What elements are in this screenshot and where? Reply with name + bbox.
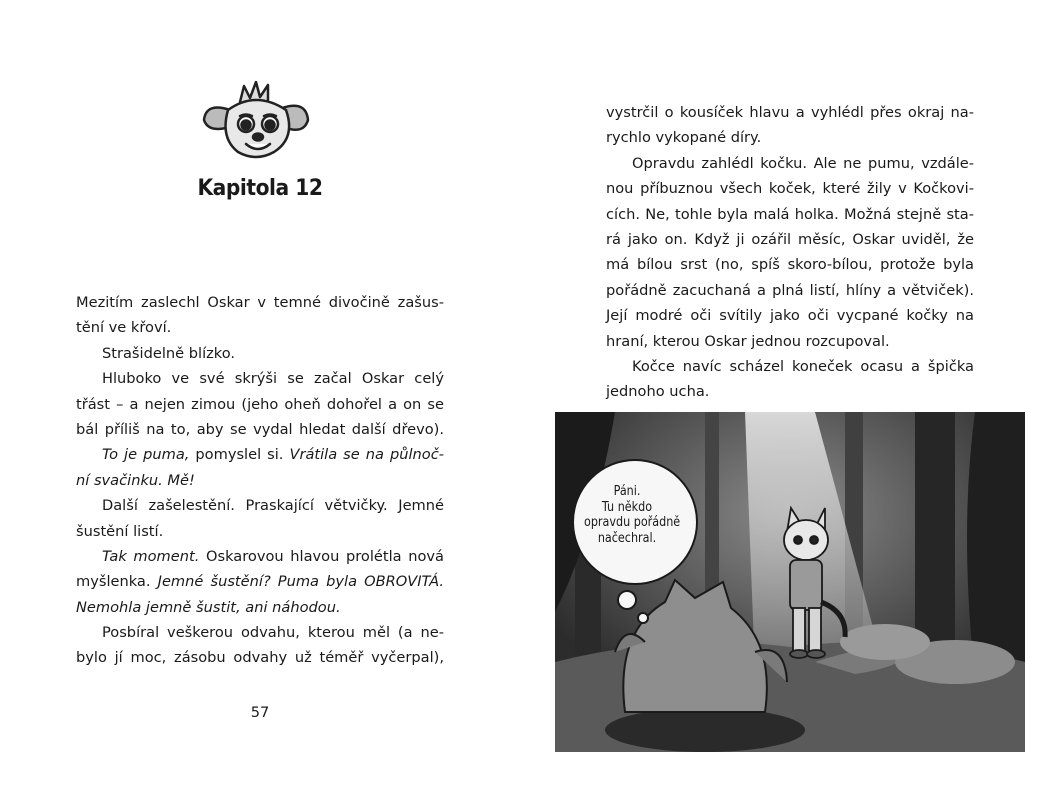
forest-cat-scene-icon xyxy=(555,412,1025,752)
text-line: třást – a nejen zimou (jeho oheň dohořel a on se xyxy=(76,395,444,413)
speech-bubble: Páni. Tu někdo opravdu pořádně načechral. xyxy=(584,484,681,546)
text-line: Hluboko ve své skrýši se začal Oskar celý xyxy=(102,370,444,388)
page-number: 57 xyxy=(250,704,270,721)
text-line: Další zašelestění. Praskající větvičky. Jemné xyxy=(102,497,444,515)
text-line: Kočce navíc scházel koneček ocasu a špička xyxy=(632,357,974,375)
text-line xyxy=(76,544,444,569)
text-segment: Jemné šustění? Puma byla OBROVITÁ. xyxy=(157,573,445,591)
text-line: Mezitím zaslechl Oskar v temné divočině zašus- xyxy=(76,294,444,311)
text-line: bál příliš na to, aby se vydal hledat další dřevo). xyxy=(76,420,444,438)
text-line: rá jako on. Když ji ozářil měsíc, Oskar uviděl, že xyxy=(606,230,974,248)
text-line: ní svačinku. Mě! xyxy=(76,471,195,489)
text-segment: myšlenka. xyxy=(76,573,158,591)
text-line: nou příbuznou všech koček, které žily v Kočkovi- xyxy=(606,180,974,198)
text-line: bylo jí moc, zásobu odvahy už téměř vyčerpal), xyxy=(76,649,444,667)
left-page-text xyxy=(76,290,444,671)
right-page xyxy=(520,0,1040,800)
text-line: jednoho ucha. xyxy=(606,383,710,401)
text-line: vystrčil o kousíček hlavu a vyhlédl přes okraj na- xyxy=(606,104,974,121)
right-page-text xyxy=(606,100,974,405)
text-line: Posbíral veškerou odvahu, kterou měl (a ne- xyxy=(102,624,444,642)
text-line: Opravdu zahlédl kočku. Ale ne pumu, vzdále- xyxy=(632,154,974,172)
text-line: šustění listí. xyxy=(76,522,164,540)
text-segment: Oskarovou hlavou prolétla nová xyxy=(199,547,444,565)
chapter-title: Kapitola 12 xyxy=(197,176,323,201)
text-line: má bílou srst (no, spíš skoro-bílou, protože byla xyxy=(606,256,974,274)
text-line: cích. Ne, tohle byla malá holka. Možná stejně sta- xyxy=(606,205,974,223)
text-line: rychlo vykopané díry. xyxy=(606,129,762,147)
text-segment: pomyslel si. xyxy=(189,446,290,464)
text-line: Strašidelně blízko. xyxy=(102,344,236,362)
text-segment: Tak moment. xyxy=(102,547,200,565)
text-line: Nemohla jemně šustit, ani náhodou. xyxy=(76,598,341,616)
text-segment: Vrátila se na půlnoč- xyxy=(289,446,444,464)
text-line: tění ve křoví. xyxy=(76,319,172,337)
text-line: Její modré oči svítily jako oči vycpané kočky na xyxy=(606,307,974,325)
text-line xyxy=(76,442,444,467)
puppy-face-icon xyxy=(200,80,315,170)
text-segment: To je puma, xyxy=(102,446,190,464)
text-line xyxy=(76,569,444,594)
text-line: pořádně zacuchaná a plná listí, hlíny a větviček). xyxy=(606,281,974,299)
text-line: hraní, kterou Oskar jednou rozcupoval. xyxy=(606,332,890,350)
